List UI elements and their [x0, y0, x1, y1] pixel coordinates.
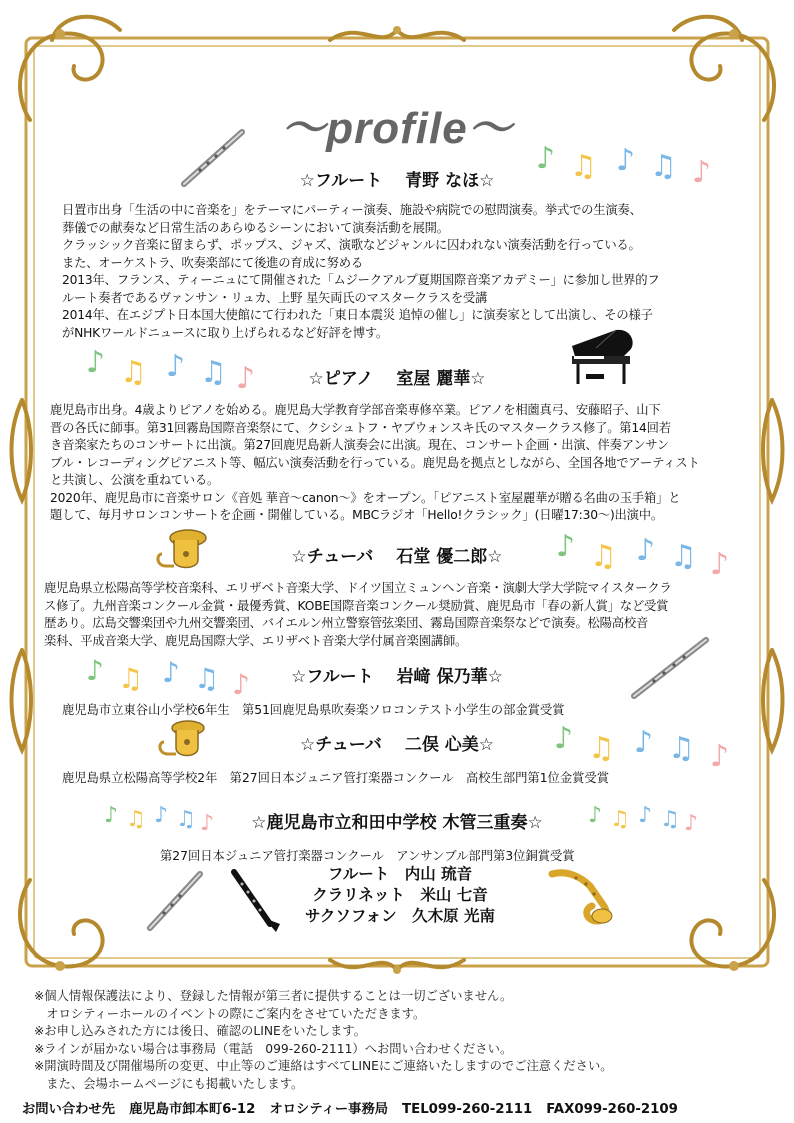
- svg-text:♪: ♪: [86, 654, 104, 687]
- svg-text:♪: ♪: [684, 811, 699, 836]
- member-row: クラリネット 米山 七音: [312, 886, 488, 904]
- svg-text:♪: ♪: [104, 803, 119, 828]
- contact-fax: FAX099-260-2109: [546, 1102, 678, 1117]
- svg-text:♫: ♫: [650, 149, 677, 184]
- heading-ishido: ☆チューバ 石堂 優二郎☆: [291, 547, 503, 567]
- svg-text:♪: ♪: [636, 533, 656, 568]
- bio-muroya: 鹿児島市出身。4歳よりピアノを始める。鹿児島大学教育学部音楽専修卒業。ピアノを相薗真弓、安藤昭子、山下 晋の各氏に師事。第31回霧島国際音楽祭にて、クシシュトフ・ヤブウォンスキ氏のマスタークラス修了。第14回若 き音楽家たちのコンサートに出演。第27回鹿児島新人演奏会に出演。現在、コンサート企画・出演、伴奏アンサン ブル・レコーディングピアニスト等、幅広い演奏活動を行っている。鹿児島を拠点としながら、全国各地でアーティスト と共演し、公演を重ねている。 2020年、鹿児島市に音楽サロン《音処 華音～canon～》をオープン。「ピアニスト室屋麗華が贈る名曲の玉手箱」と 題して、毎月サロンコンサートを企画・開催している。MBCラジオ「Hello!クラシック」(日曜17:30～)出演中。: [50, 403, 700, 522]
- notes: ※個人情報保護法により、登録した情報が第三者に提供することは一切ございません。 オロシティーホールのイベントの際にご案内をさせていただきます。 ※お申し込みされた方には後日、確認のLINEをいたします。 ※ラインが届かない場合は事務局（電話 099-260-2111）へお問い合わせください。 ※開演時間及び開催場所の変更、中止等のご連絡はすべてLINEにご連絡いたしますのでご注意ください。 また、会場ホームページにも掲載いたします。: [34, 989, 613, 1091]
- svg-text:♪: ♪: [200, 811, 215, 836]
- svg-text:♪: ♪: [588, 803, 603, 828]
- svg-text:♫: ♫: [590, 539, 617, 574]
- svg-text:♪: ♪: [154, 803, 169, 828]
- svg-text:♪: ♪: [710, 739, 730, 774]
- member-row: フルート 内山 琉音: [327, 865, 473, 883]
- svg-text:♫: ♫: [120, 355, 147, 390]
- heading-wada: ☆鹿児島市立和田中学校 木管三重奏☆: [251, 813, 543, 833]
- bio-futamata: 鹿児島県立松陽高等学校2年 第27回日本ジュニア管打楽器コンクール 高校生部門第1位金賞受賞: [62, 771, 610, 785]
- wada-award: 第27回日本ジュニア管打楽器コンクール アンサンブル部門第3位銅賞受賞: [160, 849, 575, 863]
- bio-aono: 日置市出身「生活の中に音楽を」をテーマにパーティー演奏、施設や病院での慰問演奏。挙式での生演奏、 葬儀での献奏など日常生活のあらゆるシーンにおいて演奏活動を展開。 クラッシック音楽に留まらず、ポップス、ジャズ、演歌などジャンルに囚われない演奏活動を行っている。 また、オーケストラ、吹奏楽部にて後進の育成に努める 2013年、フランス、ティーニュにて開催された「ムジークアルプ夏期国際音楽アカデミー」に参加し世界的フ ルート奏者であるヴァンサン・リュカ、上野 星矢両氏のマスタークラスを受講 2014年、在エジプト日本国大使館にて行われた「東日本震災 追悼の催し」に演奏家として出演し、その様子 がNHKワールドニュースに取り上げられるなど好評を博す。: [62, 203, 660, 340]
- saxophone-icon: [546, 866, 622, 926]
- svg-text:♪: ♪: [232, 668, 250, 701]
- svg-text:♪: ♪: [166, 349, 186, 384]
- svg-text:♪: ♪: [692, 155, 712, 190]
- svg-text:♫: ♫: [176, 807, 196, 832]
- svg-text:♫: ♫: [668, 731, 695, 766]
- heading-muroya: ☆ピアノ 室屋 麗華☆: [308, 369, 486, 389]
- svg-text:♪: ♪: [556, 529, 576, 564]
- svg-text:♫: ♫: [118, 662, 144, 695]
- svg-text:♫: ♫: [570, 149, 597, 184]
- svg-text:♫: ♫: [670, 539, 697, 574]
- svg-text:♪: ♪: [236, 361, 256, 396]
- contact-address: 鹿児島市卸本町6-12: [129, 1102, 256, 1117]
- svg-text:♪: ♪: [86, 345, 106, 380]
- svg-text:♫: ♫: [194, 662, 220, 695]
- heading-iwasaki: ☆フルート 岩﨑 保乃華☆: [291, 667, 503, 687]
- contact-label: お問い合わせ先: [22, 1102, 116, 1117]
- heading-futamata: ☆チューバ 二俣 心美☆: [300, 735, 494, 755]
- svg-text:♪: ♪: [638, 803, 653, 828]
- svg-text:♪: ♪: [536, 141, 556, 176]
- svg-text:♫: ♫: [660, 807, 680, 832]
- member-row: サクソフォン 久木原 光南: [304, 907, 496, 925]
- svg-text:♪: ♪: [554, 721, 574, 756]
- bio-ishido: 鹿児島県立松陽高等学校音楽科、エリザベト音楽大学、ドイツ国立ミュンヘン音楽・演劇大学大学院マイスタークラ ス修了。九州音楽コンクール金賞・最優秀賞、KOBE国際音楽コンクール奨励賞、鹿児島市「春の新人賞」など受賞 歴あり。広島交響楽団や九州交響楽団、バイエルン州立警察管弦楽団、霧島国際音楽祭などで演奏。松陽高校音 楽科、平成音楽大学、鹿児島国際大学、エリザベト音楽大学付属音楽園講師。: [44, 581, 672, 648]
- contact-line: [22, 1098, 692, 1117]
- wada-members: [270, 864, 530, 927]
- page-title: ～profile～: [281, 104, 513, 153]
- flute-icon: [146, 870, 206, 932]
- contact-tel: TEL099-260-2111: [402, 1102, 533, 1117]
- svg-text:♪: ♪: [616, 143, 636, 178]
- svg-text:♫: ♫: [126, 807, 146, 832]
- svg-text:♫: ♫: [200, 355, 227, 390]
- contact-office: オロシティー事務局: [269, 1102, 389, 1117]
- heading-aono: ☆フルート 青野 なほ☆: [299, 171, 495, 191]
- svg-text:♪: ♪: [162, 656, 180, 689]
- svg-text:♫: ♫: [610, 807, 630, 832]
- svg-text:♪: ♪: [634, 725, 654, 760]
- bio-iwasaki: 鹿児島市立東谷山小学校6年生 第51回鹿児島県吹奏楽ソロコンテスト小学生の部金賞受賞: [62, 703, 565, 717]
- svg-text:♪: ♪: [710, 547, 730, 582]
- svg-text:♫: ♫: [588, 731, 615, 766]
